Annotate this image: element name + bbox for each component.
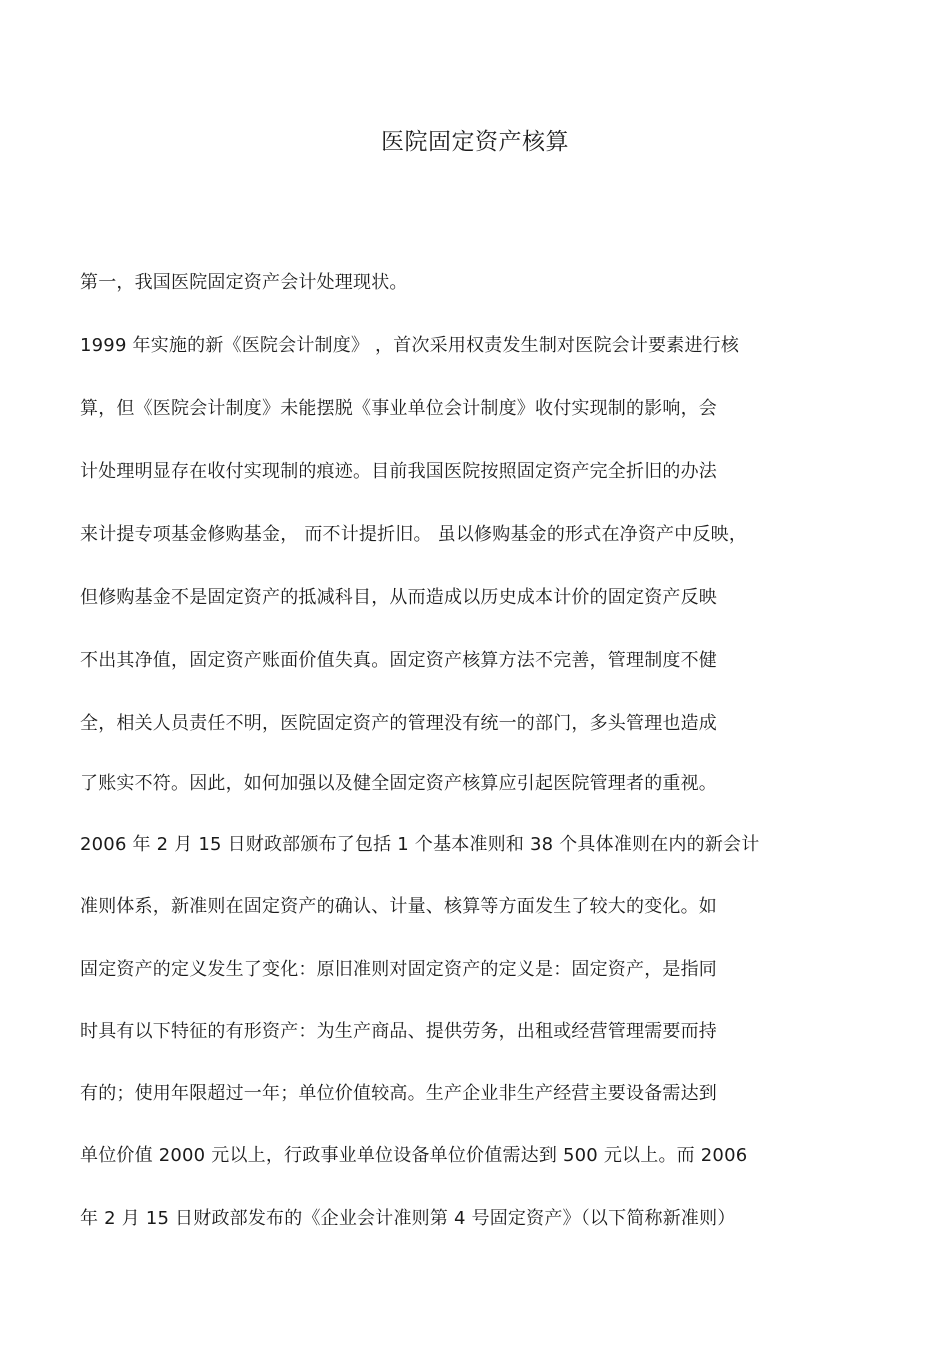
text-line: 时具有以下特征的有形资产：为生产商品、提供劳务，出租或经营管理需要而持 — [80, 1021, 717, 1042]
text-line: 固定资产的定义发生了变化：原旧准则对固定资产的定义是：固定资产，是指同 — [80, 959, 717, 980]
text-line: 了账实不符。因此，如何加强以及健全固定资产核算应引起医院管理者的重视。 — [80, 773, 717, 794]
text-line: 1999 年实施的新《医院会计制度》 ，首次采用权责发生制对医院会计要素进行核 — [80, 335, 740, 356]
text-line: 单位价值 2000 元以上，行政事业单位设备单位价值需达到 500 元以上。而 2006 — [80, 1145, 748, 1166]
text-line: 有的；使用年限超过一年；单位价值较高。生产企业非生产经营主要设备需达到 — [80, 1083, 717, 1104]
text-line: 计处理明显存在收付实现制的痕迹。目前我国医院按照固定资产完全折旧的办法 — [80, 461, 717, 482]
text-line: 全，相关人员责任不明，医院固定资产的管理没有统一的部门，多头管理也造成 — [80, 713, 717, 734]
text-line: 但修购基金不是固定资产的抵减科目，从而造成以历史成本计价的固定资产反映 — [80, 587, 717, 608]
text-line: 来计提专项基金修购基金， 而不计提折旧。 虽以修购基金的形式在净资产中反映， — [80, 524, 748, 545]
text-line: 不出其净值，固定资产账面价值失真。固定资产核算方法不完善，管理制度不健 — [80, 650, 717, 671]
document-title: 医院固定资产核算 — [381, 129, 569, 155]
text-line: 算，但《医院会计制度》未能摆脱《事业单位会计制度》收付实现制的影响，会 — [80, 398, 717, 419]
text-line: 2006 年 2 月 15 日财政部颁布了包括 1 个基本准则和 38 个具体准则在内的新会计 — [80, 834, 760, 855]
text-line: 准则体系，新准则在固定资产的确认、计量、核算等方面发生了较大的变化。如 — [80, 896, 717, 917]
text-line: 年 2 月 15 日财政部发布的《企业会计准则第 4 号固定资产》（以下简称新准则） — [80, 1208, 736, 1229]
text-line: 第一，我国医院固定资产会计处理现状。 — [80, 272, 408, 293]
